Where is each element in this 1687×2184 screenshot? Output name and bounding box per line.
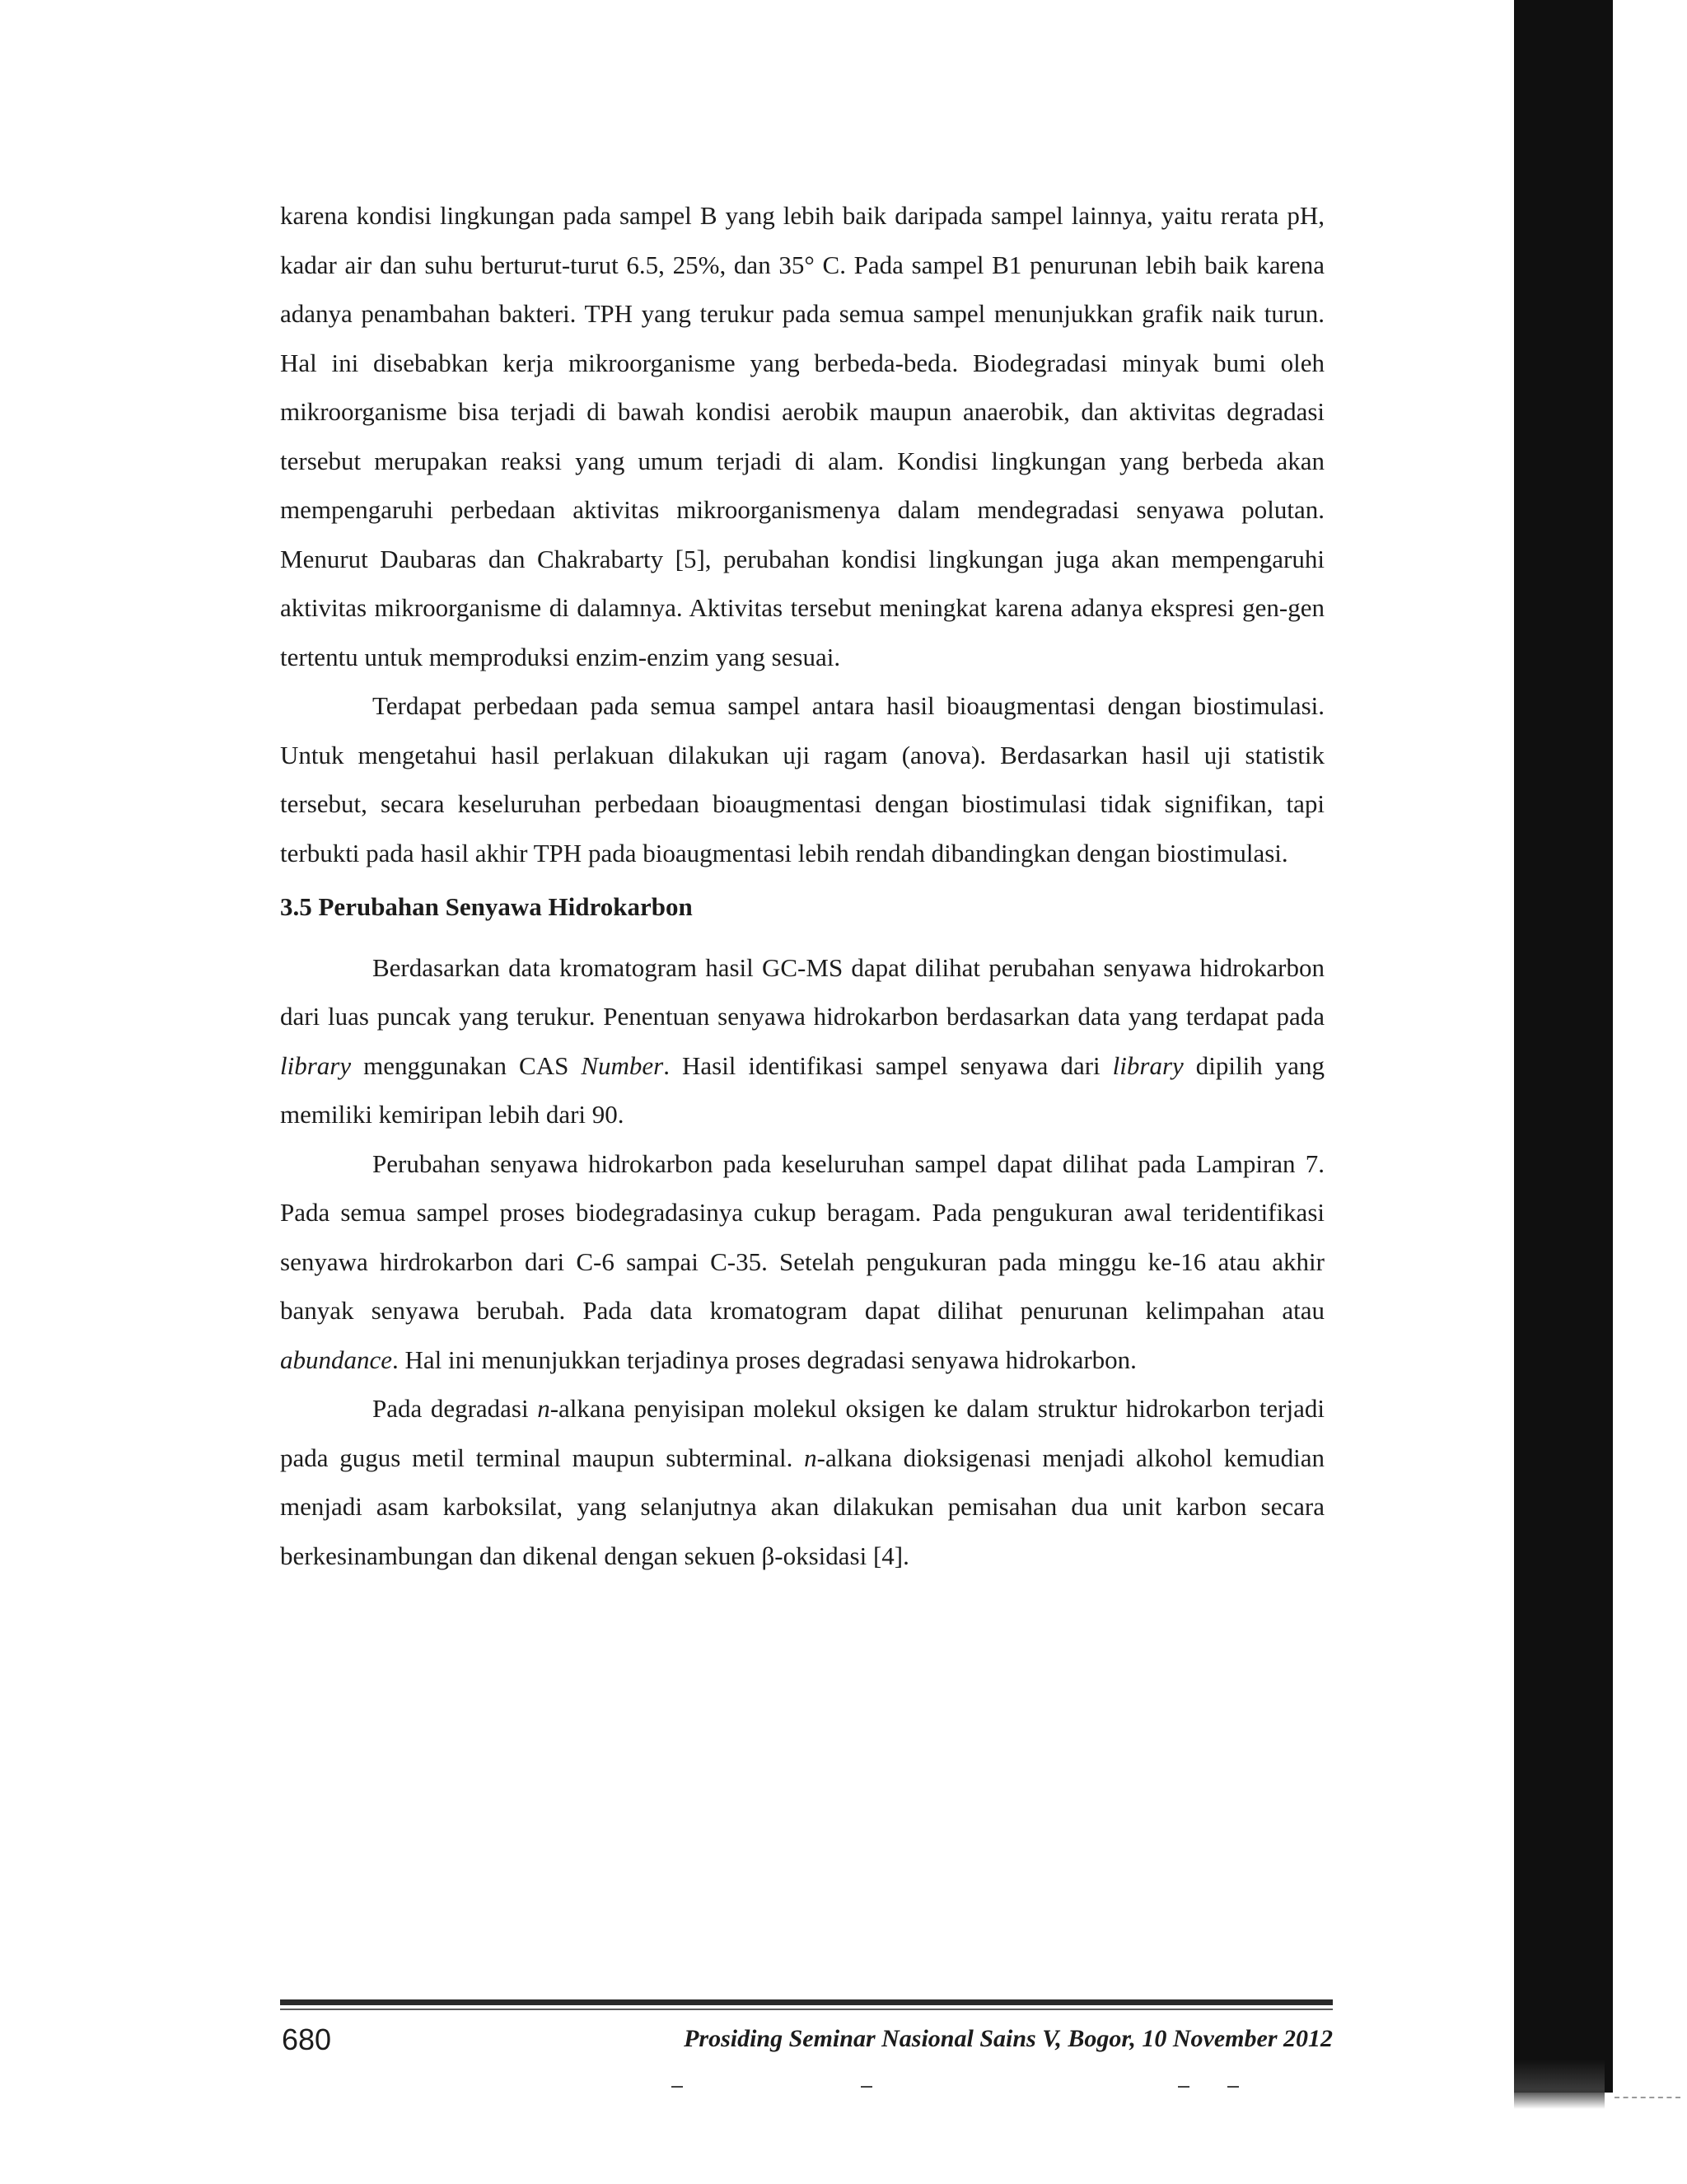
scan-artifact [1227, 2086, 1239, 2088]
footer-rule [280, 1999, 1333, 2005]
scan-artifact [1615, 2097, 1680, 2102]
body-paragraph: Berdasarkan data kromatogram hasil GC-MS dapat dilihat perubahan senyawa hidrokarbon dari luas puncak yang terukur. Penentuan senyawa hidrokarbon berdasarkan data yang terdapat pada library menggunakan CAS Number. Hasil identifikasi sampel senyawa dari library dipilih yang memiliki kemiripan lebih dari 90. [280, 952, 1325, 1129]
body-paragraph: Perubahan senyawa hidrokarbon pada keseluruhan sampel dapat dilihat pada Lampiran 7. Pada semua sampel proses biodegradasinya cukup beragam. Pada pengukuran awal teridentifikasi senyawa hirdrokarbon dari C-6 sampai C-35. Setelah pengukuran pada minggu ke-16 atau akhir banyak senyawa berubah. Pada data kromatogram dapat dilihat penurunan kelimpahan atau abundance. Hal ini menunjukkan terjadinya proses degradasi senyawa hidrokarbon. [280, 1148, 1325, 1374]
running-footer: Prosiding Seminar Nasional Sains V, Bogor, 10 November 2012 [684, 2025, 1333, 2052]
scan-edge-shadow [1514, 0, 1613, 2093]
body-paragraph: Pada degradasi n-alkana penyisipan molekul oksigen ke dalam struktur hidrokarbon terjadi pada gugus metil terminal maupun subterminal. n-alkana dioksigenasi menjadi alkohol kemudian menjadi asam karboksilat, yang selanjutnya akan dilakukan pemisahan dua unit karbon secara berkesinambungan dan dikenal dengan sekuen β-oksidasi [4]. [280, 1394, 1325, 1570]
page-body [280, 191, 1325, 1580]
page-number: 680 [282, 2023, 332, 2056]
scan-artifact [671, 2086, 683, 2088]
scan-edge-shadow-tail [1514, 2060, 1605, 2109]
section-heading: 3.5 Perubahan Senyawa Hidrokarbon [280, 892, 693, 921]
scan-artifact [861, 2086, 872, 2088]
body-paragraph: karena kondisi lingkungan pada sampel B yang lebih baik daripada sampel lainnya, yaitu rerata pH, kadar air dan suhu berturut-turut 6.5, 25%, dan 35° C. Pada sampel B1 penurunan lebih baik karena adanya penambahan bakteri. TPH yang terukur pada semua sampel menunjukkan grafik naik turun. Hal ini disebabkan kerja mikroorganisme yang berbeda-beda. Biodegradasi minyak bumi oleh mikroorganisme bisa terjadi di bawah kondisi aerobik maupun anaerobik, dan aktivitas degradasi tersebut merupakan reaksi yang umum terjadi di alam. Kondisi lingkungan yang berbeda akan mempengaruhi perbedaan aktivitas mikroorganismenya dalam mendegradasi senyawa polutan. Menurut Daubaras dan Chakrabarty [5], perubahan kondisi lingkungan juga akan mempengaruhi aktivitas mikroorganisme di dalamnya. Aktivitas tersebut meningkat karena adanya ekspresi gen-gen tertentu untuk memproduksi enzim-enzim yang sesuai. [280, 201, 1325, 671]
body-paragraph: Terdapat perbedaan pada semua sampel antara hasil bioaugmentasi dengan biostimulasi. Untuk mengetahui hasil perlakuan dilakukan uji ragam (anova). Berdasarkan hasil uji statistik tersebut, secara keseluruhan perbedaan bioaugmentasi dengan biostimulasi tidak signifikan, tapi terbukti pada hasil akhir TPH pada bioaugmentasi lebih rendah dibandingkan dengan biostimulasi. [280, 691, 1325, 868]
footer-rule-thin [280, 2009, 1333, 2010]
scan-artifact [1178, 2086, 1189, 2088]
